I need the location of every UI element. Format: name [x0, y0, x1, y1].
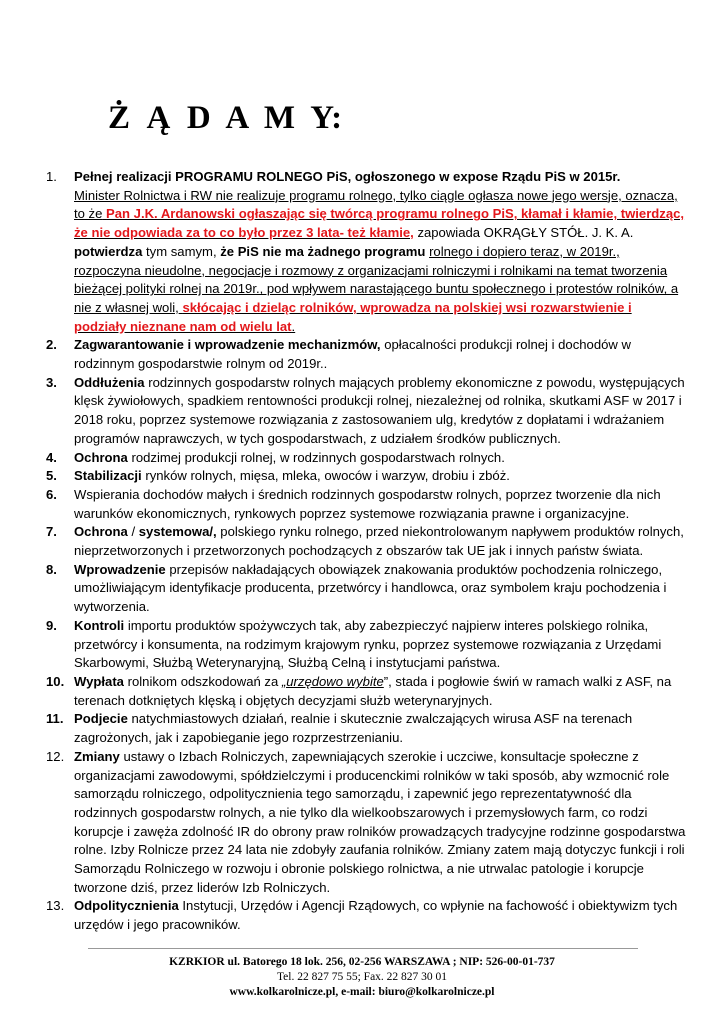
item-number: 7.	[46, 524, 57, 540]
list-item-2: 2. Zagwarantowanie i wprowadzenie mechanizmów, opłacalności produkcji rolnej i dochodów w rodzinnym gospodarstwie rolnym od 2019r..	[46, 336, 686, 373]
item-number: 11.	[46, 711, 64, 727]
item-number: 1.	[46, 169, 57, 184]
item-number: 13.	[46, 898, 65, 914]
list-item-7: 7. Ochrona / systemowa/, polskiego rynku rolnego, przed niekontrolowanym napływem produktów rolnych, nieprzetworzonych i przetworzonych pochodzących z obszarów tak UE jak i innych państw świata.	[46, 523, 686, 560]
item-number: 5.	[46, 468, 57, 484]
demands-list	[46, 168, 686, 935]
item-number: 8.	[46, 561, 57, 577]
list-item-4: 4. Ochrona rodzimej produkcji rolnej, w rodzinnych gospodarstwach rolnych.	[46, 449, 686, 468]
highlight-red: Pan J.K. Ardanowski ogłaszając się twórcą programu rolnego PiS, kłamał i kłamie, twierdząc, że nie odpowiada za to co było przez 3 lata- też kłamie,	[74, 206, 685, 241]
footer	[0, 955, 724, 1000]
highlight-red: skłócając i dzieląc rolników, wprowadza na polskiej wsi rozwarstwienie i podziały nieznane nam od wielu lat	[74, 299, 632, 334]
item-heading: Pełnej realizacji PROGRAMU ROLNEGO PiS, ogłoszonego w expose Rządu PiS w 2015r.	[74, 169, 621, 184]
list-item-9: 9. Kontroli importu produktów spożywczych tak, aby zabezpieczyć najpierw interes polskiego rolnika, przetwórcy i konsumenta, na rodzimym krajowym rynku, poprzez systemowe rozwiązania z Urzędami Skarbowymi, Służbą Weterynaryjną, Służbą Celną i instytucjami państwa.	[46, 617, 686, 673]
footer-phone: Tel. 22 827 75 55; Fax. 22 827 30 01	[276, 971, 448, 983]
list-item-13: 13. Odpolitycznienia Instytucji, Urzędów i Agencji Rządowych, co wpłynie na fachowość i obiektywizm tych urzędów i jego pracowników.	[46, 897, 686, 934]
item-number: 10.	[46, 673, 65, 689]
footer-divider	[88, 948, 638, 949]
item-number: 12.	[46, 748, 65, 764]
item-number: 3.	[46, 374, 57, 390]
page-title: Ż Ą D A M Y:	[108, 100, 343, 136]
list-item-5: 5. Stabilizacji rynków rolnych, mięsa, mleka, owoców i warzyw, drobiu i zbóż.	[46, 467, 686, 486]
list-item-6: 6. Wspierania dochodów małych i średnich rodzinnych gospodarstw rolnych, poprzez tworzenie dla nich warunków ekonomicznych, rynkowych poprzez systemowe rozwiązania prawne i organizacyjne.	[46, 486, 686, 523]
list-item-12: 12. Zmiany ustawy o Izbach Rolniczych, zapewniających szerokie i uczciwe, konsultacje społeczne z organizacjami zawodowymi, spółdzielczymi i producenckimi rolników w taki sposób, aby wzmocnić role samorządu rolniczego, odpolitycznienia tego samorządu, i zapewnić jego reprezentatywność dla rodzinnych gospodarstw rolnych, a nie tylko dla wielkoobszarowych i przemysłowych farm, co rodzi korupcje i zawęża zdolność IR do obrony praw rolników prowadzących tradycyjne rodzinne gospodarstwa rolne. Izby Rolnicze przez 24 lata nie zdobyły zaufania rolników. Zmiany zatem mają dotyczyc funkcji i roli Samorządu Rolniczego w rozwoju i obronie polskiego rolnictwa, a nie utrwalac patologie i korupcje tworzone dziś, przez liderów Izb Rolniczych.	[46, 748, 686, 898]
footer-web: www.kolkarolnicze.pl, e-mail: biuro@kolkarolnicze.pl	[229, 986, 495, 998]
footer-address: KZRKIOR ul. Batorego 18 lok. 256, 02-256 WARSZAWA ; NIP: 526-00-01-737	[169, 956, 555, 968]
list-item-8: 8. Wprowadzenie przepisów nakładających obowiązek znakowania produktów pochodzenia rolniczego, umożliwiającym identyfikacje producenta, przetwórcy i handlowca, oraz symbolem kraju pochodzenia i wytworzenia.	[46, 561, 686, 617]
item-number: 6.	[46, 486, 57, 502]
item-number: 9.	[46, 617, 57, 633]
list-item-10: 10. Wypłata rolnikom odszkodowań za „urzędowo wybite”, stada i pogłowie świń w ramach walki z ASF, na terenach dotkniętych klęską i objętych decyzjami służb weterynaryjnych.	[46, 673, 686, 710]
item-number: 4.	[46, 449, 57, 465]
item-number: 2.	[46, 337, 57, 353]
list-item-1: 1. Pełnej realizacji PROGRAMU ROLNEGO PiS, ogłoszonego w expose Rządu PiS w 2015r. Minister Rolnictwa i RW nie realizuje programu rolnego, tylko ciągle ogłasza nowe jego wersje, oznacza, to że Pan J.K. Ardanowski ogłaszając się twórcą programu rolnego PiS, kłamał i kłamie, twierdząc, że nie odpowiada za to co było przez 3 lata- też kłamie, zapowiada OKRĄGŁY STÓŁ. J. K. A. potwierdza tym samym, że PiS nie ma żadnego programu rolnego i dopiero teraz, w 2019r., rozpoczyna nieudolne, negocjacje i rozmowy z organizacjami rolniczymi i rolnikami na temat tworzenia bieżącej polityki rolnej na 2019r., pod wpływem narastającego buntu społecznego i protestów rolników, a nie z własnej woli, skłócając i dzieląc rolników, wprowadza na polskiej wsi rozwarstwienie i podziały nieznane nam od wielu lat.	[46, 168, 686, 336]
list-item-3: 3. Oddłużenia rodzinnych gospodarstw rolnych mających problemy ekonomiczne z powodu, występujących klęsk żywiołowych, spadkiem rentowności produkcji rolnej, niezależnej od rolnika, skutkami ASF w 2017 i 2018 roku, poprzez systemowe rozwiązania z zastosowaniem ulg, kredytów z dopłatami i wdrażaniem programów naprawczych, w tych gospodarstwach, z udziałem środków publicznych.	[46, 374, 686, 449]
list-item-11: 11. Podjecie natychmiastowych działań, realnie i skutecznie zwalczających wirusa ASF na terenach zagrożonych, jak i zapobieganie jego rozprzestrzenianiu.	[46, 710, 686, 747]
